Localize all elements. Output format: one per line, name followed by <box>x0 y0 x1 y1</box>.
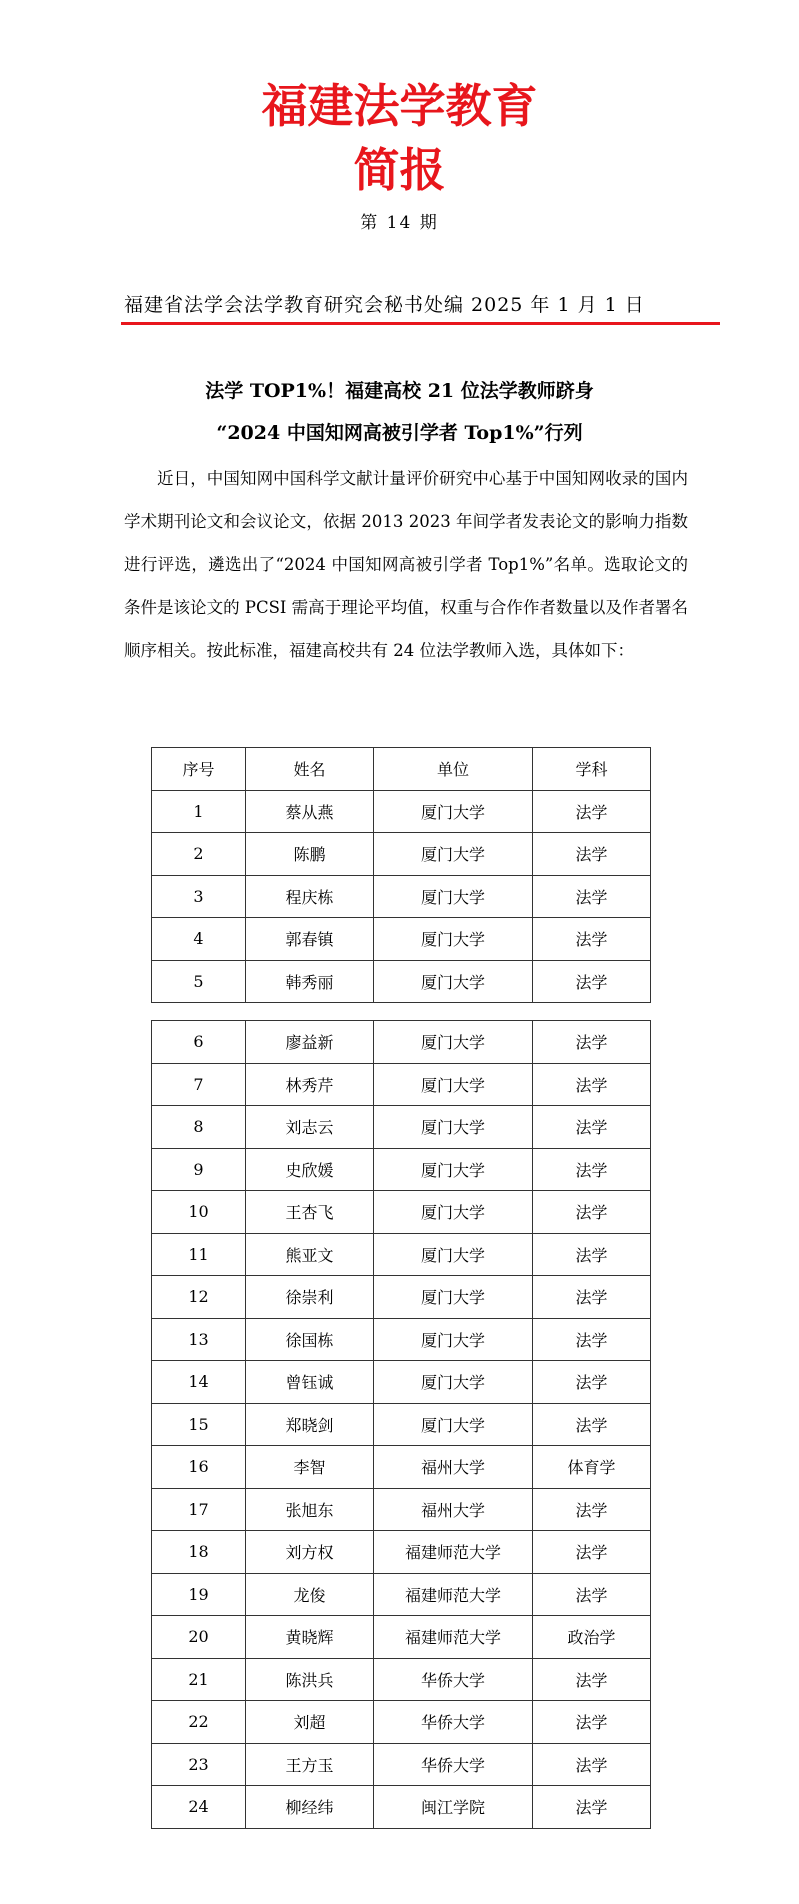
cell-name: 韩秀丽 <box>246 960 374 1003</box>
cell-institution: 华侨大学 <box>374 1743 533 1786</box>
table-row <box>152 1488 651 1531</box>
cell-index: 2 <box>152 833 246 876</box>
table-row <box>152 1106 651 1149</box>
cell-name: 郑晓剑 <box>246 1403 374 1446</box>
cell-name: 徐国栋 <box>246 1318 374 1361</box>
cell-discipline: 法学 <box>533 833 651 876</box>
table-row <box>152 1191 651 1234</box>
cell-index: 1 <box>152 790 246 833</box>
cell-discipline: 体育学 <box>533 1446 651 1489</box>
cell-index: 6 <box>152 1021 246 1064</box>
cell-institution: 华侨大学 <box>374 1701 533 1744</box>
table-row <box>152 960 651 1003</box>
table-row <box>152 875 651 918</box>
cell-discipline: 法学 <box>533 1488 651 1531</box>
cell-institution: 厦门大学 <box>374 1021 533 1064</box>
cell-name: 王杏飞 <box>246 1191 374 1234</box>
table-row <box>152 918 651 961</box>
table-row <box>152 790 651 833</box>
cell-index: 4 <box>152 918 246 961</box>
article-paragraph: 近日，中国知网中国科学文献计量评价研究中心基于中国知网收录的国内学术期刊论文和会议论文，依据 2013 2023 年间学者发表论文的影响力指数进行评选，遴选出了“2024 中国知网高被引学者 Top1%”名单。选取论文的条件是该论文的 PCSI 需高于理论平均值，权重与合作作者数量以及作者署名顺序相关。按此标准，福建高校共有 24 位法学教师入选，具体如下： <box>124 469 688 660</box>
cell-discipline: 法学 <box>533 960 651 1003</box>
cell-institution: 福建师范大学 <box>374 1616 533 1659</box>
cell-institution: 厦门大学 <box>374 1276 533 1319</box>
cell-discipline: 法学 <box>533 1276 651 1319</box>
table-row <box>152 833 651 876</box>
table-row <box>152 1786 651 1829</box>
cell-index: 19 <box>152 1573 246 1616</box>
cell-index: 14 <box>152 1361 246 1404</box>
cell-name: 李智 <box>246 1446 374 1489</box>
cell-discipline: 法学 <box>533 1786 651 1829</box>
cell-institution: 福州大学 <box>374 1446 533 1489</box>
cell-index: 20 <box>152 1616 246 1659</box>
cell-index: 7 <box>152 1063 246 1106</box>
cell-name: 王方玉 <box>246 1743 374 1786</box>
issue-number: 第 14 期 <box>360 213 439 233</box>
header-cell: 单位 <box>374 748 533 791</box>
cell-discipline: 法学 <box>533 1021 651 1064</box>
article-title-line2: “2024 中国知网高被引学者 Top1%”行列 <box>216 422 583 444</box>
cell-name: 蔡从燕 <box>246 790 374 833</box>
table-row <box>152 1658 651 1701</box>
cell-index: 11 <box>152 1233 246 1276</box>
table-row <box>152 1361 651 1404</box>
cell-institution: 福建师范大学 <box>374 1573 533 1616</box>
cell-index: 23 <box>152 1743 246 1786</box>
cell-discipline: 法学 <box>533 1106 651 1149</box>
cell-name: 柳经纬 <box>246 1786 374 1829</box>
cell-discipline: 法学 <box>533 1148 651 1191</box>
cell-institution: 福建师范大学 <box>374 1531 533 1574</box>
cell-discipline: 法学 <box>533 1361 651 1404</box>
cell-index: 18 <box>152 1531 246 1574</box>
cell-institution: 厦门大学 <box>374 918 533 961</box>
cell-name: 龙俊 <box>246 1573 374 1616</box>
header-cell: 学科 <box>533 748 651 791</box>
cell-institution: 厦门大学 <box>374 1233 533 1276</box>
cell-institution: 厦门大学 <box>374 833 533 876</box>
table-row <box>152 1063 651 1106</box>
cell-name: 程庆栋 <box>246 875 374 918</box>
cell-name: 陈洪兵 <box>246 1658 374 1701</box>
cell-index: 16 <box>152 1446 246 1489</box>
cell-discipline: 政治学 <box>533 1616 651 1659</box>
table-row <box>152 1318 651 1361</box>
masthead-subtitle: 简报 <box>353 143 446 197</box>
cell-institution: 华侨大学 <box>374 1658 533 1701</box>
cell-name: 廖益新 <box>246 1021 374 1064</box>
table-row <box>152 1616 651 1659</box>
cell-index: 13 <box>152 1318 246 1361</box>
cell-name: 林秀芹 <box>246 1063 374 1106</box>
cell-institution: 厦门大学 <box>374 790 533 833</box>
cell-discipline: 法学 <box>533 1743 651 1786</box>
cell-name: 刘志云 <box>246 1106 374 1149</box>
cell-name: 熊亚文 <box>246 1233 374 1276</box>
cell-institution: 厦门大学 <box>374 875 533 918</box>
cell-index: 8 <box>152 1106 246 1149</box>
cell-institution: 厦门大学 <box>374 1403 533 1446</box>
table-row <box>152 1531 651 1574</box>
table-row <box>152 1403 651 1446</box>
header-cell: 姓名 <box>246 748 374 791</box>
table-row <box>152 1148 651 1191</box>
cell-name: 黄晓辉 <box>246 1616 374 1659</box>
cell-discipline: 法学 <box>533 1531 651 1574</box>
cell-discipline: 法学 <box>533 1701 651 1744</box>
masthead-divider <box>121 322 720 325</box>
table-row <box>152 1446 651 1489</box>
cell-institution: 闽江学院 <box>374 1786 533 1829</box>
header-cell: 序号 <box>152 748 246 791</box>
cell-institution: 厦门大学 <box>374 1361 533 1404</box>
cell-name: 史欣媛 <box>246 1148 374 1191</box>
cell-name: 陈鹏 <box>246 833 374 876</box>
cell-discipline: 法学 <box>533 790 651 833</box>
scholar-table-page1 <box>151 747 651 1003</box>
cell-index: 15 <box>152 1403 246 1446</box>
cell-index: 10 <box>152 1191 246 1234</box>
cell-name: 郭春镇 <box>246 918 374 961</box>
cell-discipline: 法学 <box>533 918 651 961</box>
table-header-row <box>152 748 651 791</box>
cell-index: 9 <box>152 1148 246 1191</box>
cell-name: 徐崇利 <box>246 1276 374 1319</box>
cell-index: 17 <box>152 1488 246 1531</box>
cell-name: 刘方权 <box>246 1531 374 1574</box>
cell-discipline: 法学 <box>533 1403 651 1446</box>
cell-discipline: 法学 <box>533 1233 651 1276</box>
publisher-line: 福建省法学会法学教育研究会秘书处编 2025 年 1 月 1 日 <box>124 294 645 316</box>
table-row <box>152 1573 651 1616</box>
cell-institution: 厦门大学 <box>374 960 533 1003</box>
scholar-table-page2 <box>151 1020 651 1829</box>
cell-index: 24 <box>152 1786 246 1829</box>
cell-index: 5 <box>152 960 246 1003</box>
cell-discipline: 法学 <box>533 875 651 918</box>
masthead-title: 福建法学教育 <box>261 79 538 133</box>
cell-institution: 厦门大学 <box>374 1106 533 1149</box>
cell-index: 12 <box>152 1276 246 1319</box>
table-row <box>152 1743 651 1786</box>
article-title-line1: 法学 TOP1%！福建高校 21 位法学教师跻身 <box>205 380 594 402</box>
cell-name: 曾钰诚 <box>246 1361 374 1404</box>
cell-institution: 厦门大学 <box>374 1063 533 1106</box>
table-row <box>152 1021 651 1064</box>
table-row <box>152 1233 651 1276</box>
table-row <box>152 1701 651 1744</box>
cell-institution: 厦门大学 <box>374 1191 533 1234</box>
cell-discipline: 法学 <box>533 1063 651 1106</box>
cell-name: 张旭东 <box>246 1488 374 1531</box>
table-row <box>152 1276 651 1319</box>
cell-index: 22 <box>152 1701 246 1744</box>
cell-name: 刘超 <box>246 1701 374 1744</box>
cell-discipline: 法学 <box>533 1658 651 1701</box>
cell-institution: 厦门大学 <box>374 1318 533 1361</box>
cell-index: 21 <box>152 1658 246 1701</box>
cell-discipline: 法学 <box>533 1573 651 1616</box>
cell-discipline: 法学 <box>533 1318 651 1361</box>
cell-institution: 福州大学 <box>374 1488 533 1531</box>
cell-index: 3 <box>152 875 246 918</box>
cell-discipline: 法学 <box>533 1191 651 1234</box>
cell-institution: 厦门大学 <box>374 1148 533 1191</box>
